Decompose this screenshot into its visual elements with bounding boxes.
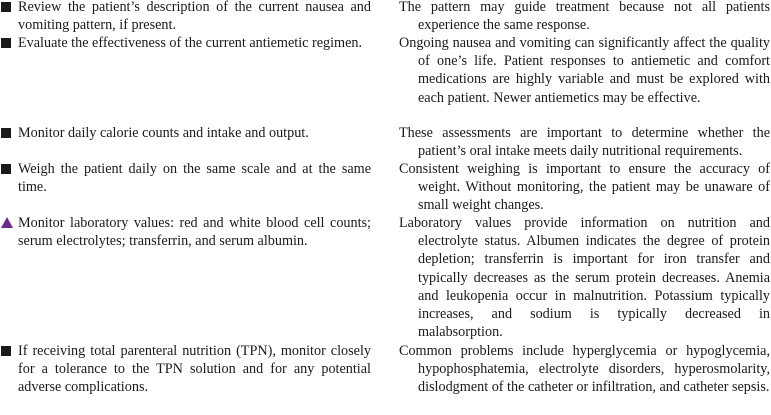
rationale-text: Common problems include hyperglycemia or hypoglycemia, hypophosphatemia, electrolyte disorders, hyperosmolarity, dislodgment of the catheter or infiltration, and catheter sepsis.: [399, 343, 770, 396]
rationale-text: These assessments are important to determine whether the patient’s oral intake meets daily nutritional requirements.: [399, 125, 770, 160]
intervention-text: Monitor laboratory values: red and white blood cell counts; serum electrolytes; transferrin, and serum albumin.: [18, 215, 371, 250]
intervention-text: Review the patient’s description of the current nausea and vomiting pattern, if present.: [18, 0, 371, 34]
intervention-cell: [0, 34, 371, 52]
rationale-text: Laboratory values provide information on nutrition and electrolyte status. Albumen indicates the degree of protein depletion; transferrin is important for iron transfer and typically decreases as the serum protein decreases. Anemia and leukopenia occur in malnutrition. Potassium typically increases, and sodium is typically decreased in malabsorption.: [399, 215, 770, 341]
rationale-text: Ongoing nausea and vomiting can significantly affect the quality of one’s life. Patient responses to antiemetic and comfort medications are highly variable and must be explored with each patient. Newer antiemetics may be effective.: [399, 35, 770, 106]
intervention-cell: [0, 160, 371, 196]
rationale-text: The pattern may guide treatment because not all patients experience the same response.: [399, 0, 770, 34]
square-bullet-icon: [1, 38, 11, 48]
intervention-cell: [0, 342, 371, 397]
square-bullet-icon: [1, 2, 11, 12]
triangle-bullet-icon: [1, 217, 13, 228]
rationale-cell: [399, 34, 770, 107]
rationale-cell: [399, 0, 770, 34]
rationale-cell: [399, 160, 770, 215]
square-bullet-icon: [1, 164, 11, 174]
intervention-cell: [0, 124, 371, 142]
intervention-text: Monitor daily calorie counts and intake and output.: [18, 125, 309, 141]
intervention-cell: [0, 214, 371, 250]
rationale-cell: [399, 124, 770, 160]
square-bullet-icon: [1, 128, 11, 138]
intervention-text: If receiving total parenteral nutrition (TPN), monitor closely for a tolerance to the TPN solution and for any potential adverse complications.: [18, 343, 371, 396]
rationale-cell: [399, 214, 770, 341]
rationale-text: Consistent weighing is important to ensure the accuracy of weight. Without monitoring, the patient may be unaware of small weight changes.: [399, 161, 770, 214]
intervention-text: Evaluate the effectiveness of the current antiemetic regimen.: [18, 35, 363, 51]
intervention-text: Weigh the patient daily on the same scale and at the same time.: [18, 161, 371, 196]
square-bullet-icon: [1, 346, 11, 356]
rationale-cell: [399, 342, 770, 397]
intervention-cell: [0, 0, 371, 34]
